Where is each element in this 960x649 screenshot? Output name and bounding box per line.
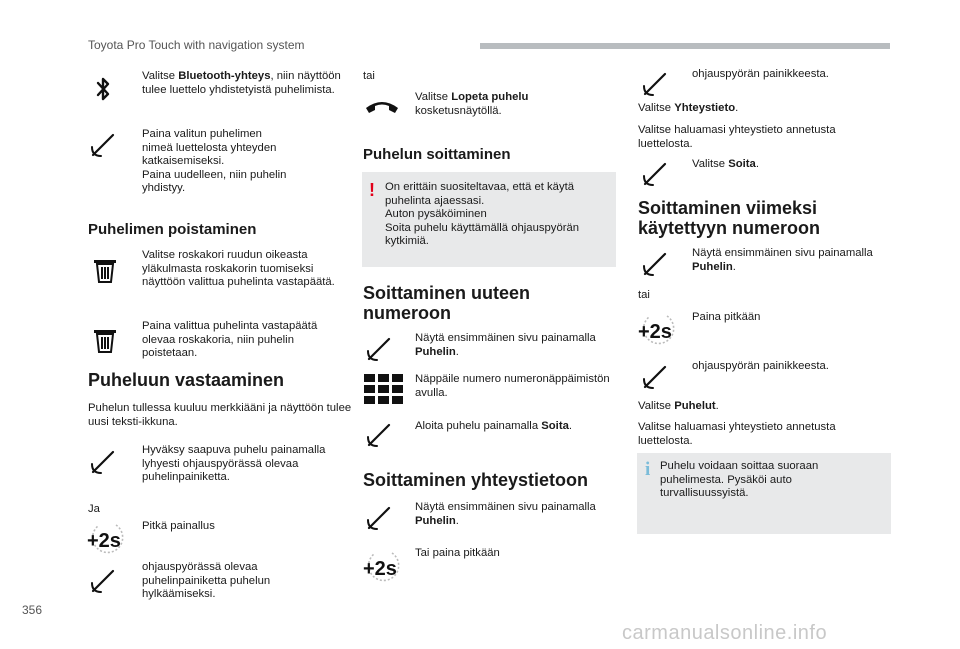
touch-icon bbox=[364, 334, 394, 364]
heading-call-last-number: Soittaminen viimeksi käytettyyn numeroon bbox=[638, 198, 821, 238]
touch-icon bbox=[640, 249, 670, 279]
trash-icon bbox=[90, 255, 120, 285]
long-press-icon bbox=[637, 313, 679, 347]
steering-button-text: ohjauspyörän painikkeesta. bbox=[692, 68, 829, 80]
answer-intro: Puhelun tullessa kuuluu merkkiääni ja näyttöön tulee uusi teksti-ikkuna. bbox=[88, 402, 352, 428]
header-bar bbox=[480, 43, 890, 49]
start-call-instruction: Aloita puhelu painamalla Soita. bbox=[415, 420, 573, 432]
touch-icon bbox=[88, 447, 118, 477]
svg-text:+2s: +2s bbox=[638, 321, 672, 343]
svg-text:+2s: +2s bbox=[87, 530, 121, 552]
select-contacts-instruction: Valitse Yhteystieto. bbox=[638, 102, 739, 114]
show-first-page-instruction-3: Näytä ensimmäinen sivu painamalla Puhelin. bbox=[692, 247, 873, 273]
trash-icon bbox=[90, 325, 120, 355]
running-header: Toyota Pro Touch with navigation system bbox=[88, 38, 305, 52]
end-call-instruction: Valitse Lopeta puhelu kosketusnäytöllä. bbox=[415, 91, 529, 117]
keypad-instruction: Näppäile numero numeronäppäimistön avulla. bbox=[415, 373, 610, 399]
warning-text: On erittäin suositeltavaa, että et käytä puhelinta ajaessasi. Auton pysäköiminen Soita puhelu käyttämällä ohjauspyörän kytkimiä. bbox=[385, 181, 580, 248]
touch-icon bbox=[640, 69, 670, 99]
info-text: Puhelu voidaan soittaa suoraan puhelimesta. Pysäköi auto turvallisuussyistä. bbox=[660, 460, 819, 500]
long-press-icon bbox=[362, 550, 404, 584]
warning-icon: ! bbox=[369, 180, 375, 200]
touch-icon bbox=[88, 130, 118, 160]
accept-call-instruction: Hyväksy saapuva puhelu painamalla lyhyesti ohjauspyörässä olevaa puhelinpainiketta. bbox=[142, 444, 326, 484]
hang-up-icon bbox=[364, 94, 400, 118]
heading-making-call: Puhelun soittaminen bbox=[363, 146, 511, 163]
keypad-icon bbox=[364, 374, 404, 404]
touch-icon bbox=[640, 159, 670, 189]
heading-remove-phone: Puhelimen poistaminen bbox=[88, 221, 257, 238]
long-press-label: Pitkä painallus bbox=[142, 520, 215, 532]
choose-contact-instruction-2: Valitse haluamasi yhteystieto annetusta luettelosta. bbox=[638, 421, 836, 447]
svg-text:+2s: +2s bbox=[363, 558, 397, 580]
trash-instruction-2: Paina valittua puhelinta vastapäätä olevaa roskakoria, niin puhelin poistetaan. bbox=[142, 320, 318, 360]
reject-call-instruction: ohjauspyörässä olevaa puhelinpainiketta puhelun hylkäämiseksi. bbox=[142, 561, 271, 601]
bluetooth-icon bbox=[88, 74, 118, 104]
choose-contact-instruction: Valitse haluamasi yhteystieto annetusta luettelosta. bbox=[638, 124, 836, 150]
touch-icon bbox=[364, 420, 394, 450]
watermark: carmanualsonline.info bbox=[622, 622, 828, 644]
press-phone-instruction: Paina valitun puhelimen nimeä luettelosta yhteyden katkaisemiseksi. Paina uudelleen, niin puhelin yhdistyy. bbox=[142, 128, 287, 195]
long-press-label-2: Tai paina pitkään bbox=[415, 547, 500, 559]
select-call-instruction: Valitse Soita. bbox=[692, 158, 759, 170]
info-icon: i bbox=[645, 459, 651, 480]
bluetooth-instruction: Valitse Bluetooth-yhteys, niin näyttöön tulee luettelo yhdistetyistä puhelimista. bbox=[142, 70, 341, 96]
and-label: Ja bbox=[88, 503, 100, 515]
long-press-icon bbox=[86, 522, 128, 556]
show-first-page-instruction-2: Näytä ensimmäinen sivu painamalla Puhelin. bbox=[415, 501, 596, 527]
or-label: tai bbox=[363, 70, 375, 82]
show-first-page-instruction: Näytä ensimmäinen sivu painamalla Puhelin. bbox=[415, 332, 596, 358]
steering-button-text-2: ohjauspyörän painikkeesta. bbox=[692, 360, 829, 372]
select-calls-instruction: Valitse Puhelut. bbox=[638, 400, 719, 412]
touch-icon bbox=[640, 362, 670, 392]
trash-instruction-1: Valitse roskakori ruudun oikeasta yläkulmasta roskakorin tuomiseksi näyttöön valittua puhelinta vastapäätä. bbox=[142, 249, 335, 289]
page-number: 356 bbox=[22, 603, 43, 617]
press-long-label: Paina pitkään bbox=[692, 311, 761, 323]
touch-icon bbox=[364, 503, 394, 533]
touch-icon bbox=[88, 566, 118, 596]
heading-call-new-number: Soittaminen uuteen numeroon bbox=[363, 283, 531, 323]
heading-answer-call: Puheluun vastaaminen bbox=[88, 370, 285, 390]
heading-call-contact: Soittaminen yhteystietoon bbox=[363, 470, 589, 490]
or-label-2: tai bbox=[638, 289, 650, 301]
